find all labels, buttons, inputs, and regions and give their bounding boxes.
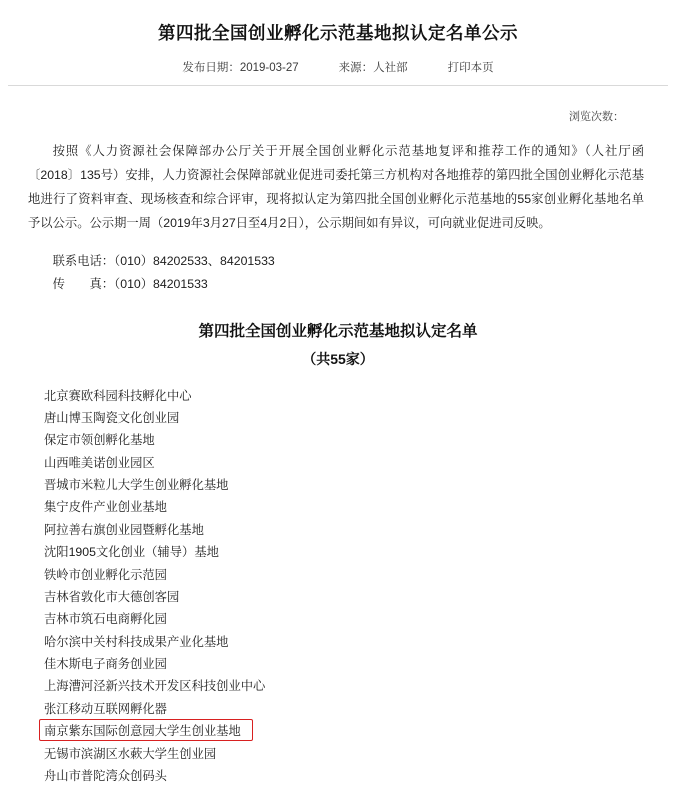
view-count: 浏览次数： (569, 111, 624, 123)
notice-body (0, 124, 676, 236)
source-label: 来源： (338, 62, 374, 74)
list-item: 哈尔滨中关村科技成果产业化基地 (44, 634, 229, 649)
publish-date (182, 59, 298, 75)
base-list (0, 369, 676, 787)
publish-date-label: 发布日期： (182, 62, 240, 74)
contact-block (0, 236, 676, 297)
list-title: 第四批全国创业孵化示范基地拟认定名单 (198, 322, 478, 340)
contact-phone: 联系电话：（010）84202533、84201533 (52, 253, 275, 268)
contact-fax: 传 真：（010）84201533 (52, 277, 208, 292)
print-page-link[interactable]: 打印本页 (447, 62, 494, 74)
list-count: （共55家） (302, 350, 374, 367)
publish-date-value: 2019-03-27 (239, 62, 299, 74)
list-item: 北京赛欧科园科技孵化中心 (44, 388, 192, 403)
list-item: 铁岭市创业孵化示范园 (44, 567, 167, 582)
list-item: 沈阳1905文化创业（辅导）基地 (44, 545, 219, 560)
list-item-highlighted: 南京紫东国际创意园大学生创业基地 (44, 720, 676, 742)
list-item: 舟山市普陀湾众创码头 (44, 768, 167, 783)
list-item: 无锡市滨湖区水蔌大学生创业园 (44, 746, 217, 761)
list-item: 保定市领创孵化基地 (44, 433, 155, 448)
list-item: 吉林省敦化市大德创客园 (44, 589, 180, 604)
notice-paragraph: 按照《人力资源社会保障部办公厅关于开展全国创业孵化示范基地复评和推荐工作的通知》（人社厅函〔2018〕135号）安排，人力资源社会保障部就业促进司委托第三方机构对各地推荐的第四批全国创业孵化示范基地进行了资料审查、现场核查和综合评审，现将拟认定为第四批全国创业孵化示范基地的55家创业孵化基地名单予以公示。公示期一周（2019年3月27日至4月2日），公示期间如有异议，可向就业促进司反映。 (28, 144, 644, 230)
list-item: 集宁皮件产业创业基地 (44, 500, 167, 515)
source (339, 59, 408, 75)
list-item: 山西唯美诺创业园区 (44, 455, 155, 470)
meta-bar (0, 45, 676, 85)
list-item: 阿拉善右旗创业园暨孵化基地 (44, 522, 204, 537)
source-value: 人社部 (373, 62, 408, 74)
list-item: 佳木斯电子商务创业园 (44, 657, 167, 672)
list-item: 张江移动互联网孵化器 (44, 701, 167, 716)
list-item: 晋城市米粒儿大学生创业孵化基地 (44, 478, 229, 493)
list-item: 唐山博玉陶瓷文化创业园 (44, 410, 180, 425)
list-item: 上海漕河泾新兴技术开发区科技创业中心 (44, 679, 266, 694)
list-item: 吉林市筑石电商孵化园 (44, 612, 167, 627)
page-title: 第四批全国创业孵化示范基地拟认定名单公示 (158, 23, 518, 43)
